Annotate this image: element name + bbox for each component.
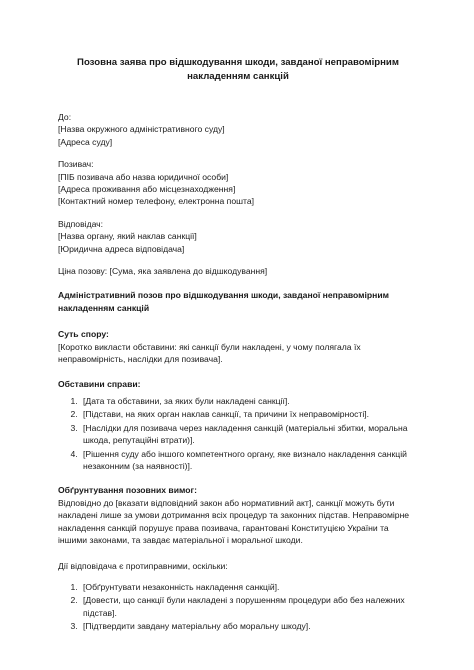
plaintiff-label: Позивач: xyxy=(58,159,94,170)
defendant-label: Відповідач: xyxy=(58,218,104,229)
plaintiff-address: [Адреса проживання або місцезнаходження] xyxy=(58,184,236,195)
claim-subtitle xyxy=(58,289,418,314)
circumstances-heading: Обставини справи: xyxy=(58,378,141,389)
essence-section xyxy=(58,328,418,365)
defendant-block xyxy=(58,218,418,255)
list-item-text: 1. [Дата та обставини, за яких були накладені санкції]. xyxy=(83,395,290,406)
court-address: [Адреса суду] xyxy=(58,136,113,147)
list-item xyxy=(80,581,418,593)
list-item-text: 3. [Підтвердити завдану матеріальну або моральну шкоду]. xyxy=(83,621,311,631)
list-item-text: незаконним (за наявності)]. xyxy=(83,460,193,471)
unlawful-intro: Дії відповідача є протиправними, оскільки: xyxy=(58,561,228,572)
list-item xyxy=(80,408,418,420)
list-item-text: 2. [Підстави, на яких орган наклав санкції, та причини їх неправомірності]. xyxy=(83,409,370,420)
plaintiff-block xyxy=(58,158,418,208)
list-item xyxy=(80,395,418,407)
essence-heading: Суть спору: xyxy=(58,329,109,340)
list-item-text: 2. [Довести, що санкції були накладені з порушенням процедури або без належних xyxy=(83,595,405,606)
circumstances-list xyxy=(58,395,418,472)
claim-value-text: Ціна позову: [Сума, яка заявлена до відшкодування] xyxy=(58,266,268,277)
court-name: [Назва окружного адміністративного суду] xyxy=(58,124,225,135)
title-line: накладенням санкцій xyxy=(187,70,289,82)
title-line: Позовна заява про відшкодування шкоди, завданої неправомірним xyxy=(77,57,399,68)
unlawful-section xyxy=(58,560,418,632)
list-item xyxy=(80,422,418,447)
subtitle-line: Адміністративний позов про відшкодування шкоди, завданої неправомірним xyxy=(58,290,390,301)
grounds-text: накладення санкцій порушує права позивача, гарантовані Конституцією України та xyxy=(58,522,389,533)
list-item-text: 1. [Обґрунтувати незаконність накладення санкцій]. xyxy=(83,581,280,592)
grounds-text: іншими законами, та завдає матеріальної і моральної шкоди. xyxy=(58,534,303,545)
grounds-section xyxy=(58,484,418,546)
list-item-text: підстав]. xyxy=(83,607,117,618)
plaintiff-contacts: [Контактний номер телефону, електронна пошта] xyxy=(58,196,255,207)
circumstances-section xyxy=(58,378,418,473)
list-item xyxy=(80,448,418,473)
subtitle-line: накладенням санкцій xyxy=(58,302,150,313)
list-item xyxy=(80,620,418,632)
defendant-address: [Юридична адреса відповідача] xyxy=(58,243,185,254)
essence-text: неправомірність, наслідки для позивача]. xyxy=(58,354,223,365)
document-content xyxy=(58,56,418,633)
plaintiff-name: [ПІБ позивача або назва юридичної особи] xyxy=(58,171,229,182)
grounds-text: Відповідно до [вказати відповідний закон або нормативний акт], санкції можуть бути xyxy=(58,497,395,508)
grounds-heading: Обґрунтування позовних вимог: xyxy=(58,485,197,496)
essence-text: [Коротко викласти обставини: які санкції були накладені, у чому полягала їх xyxy=(58,341,361,352)
list-item-text: шкода, репутаційні втрати)]. xyxy=(83,435,195,446)
list-item-text: 3. [Наслідки для позивача через накладення санкцій (матеріальні збитки, моральна xyxy=(83,422,408,433)
list-item xyxy=(80,594,418,619)
defendant-name: [Назва органу, який наклав санкції] xyxy=(58,231,197,242)
document-title xyxy=(58,56,418,83)
claim-value xyxy=(58,265,418,277)
grounds-text: накладені лише за умови дотримання всіх процедур та законних підстав. Неправомірне xyxy=(58,510,410,521)
unlawful-list xyxy=(58,581,418,633)
list-item-text: 4. [Рішення суду або іншого компетентного органу, яке визнало накладення санкцій xyxy=(83,448,407,459)
recipient-label: До: xyxy=(58,112,72,122)
recipient-block xyxy=(58,111,418,148)
